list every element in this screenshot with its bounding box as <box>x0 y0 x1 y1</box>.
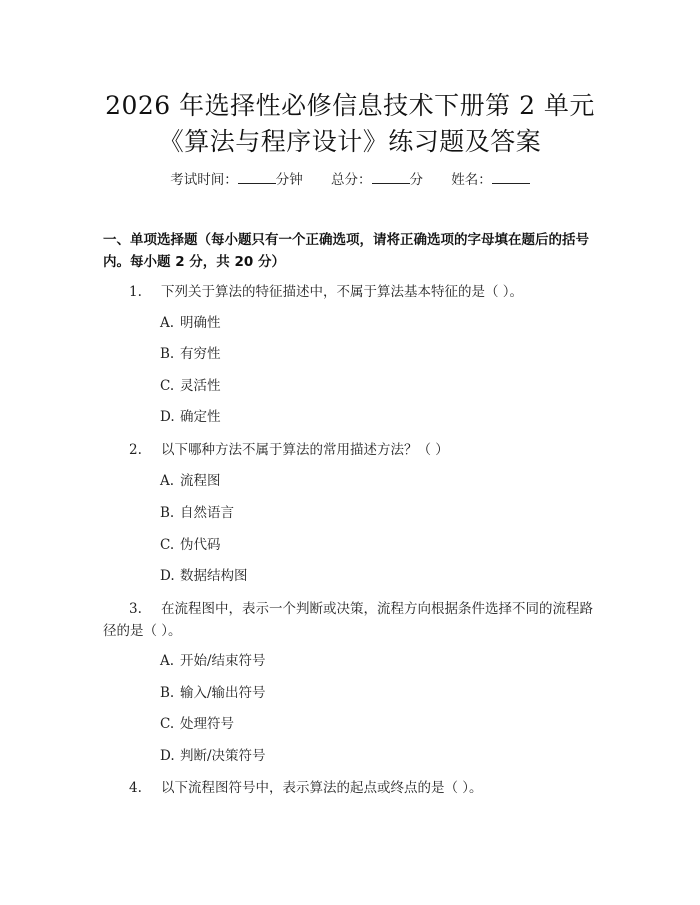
exam-score <box>331 172 423 188</box>
option-text: 伪代码 <box>180 537 221 553</box>
document-title-line-2: 《算法与程序设计》练习题及答案 <box>158 127 542 156</box>
section-heading: 一、单项选择题（每小题只有一个正确选项，请将正确选项的字母填在题后的括号内。每小题 2 分，共 20 分） <box>103 232 589 270</box>
option-text: 输入/输出符号 <box>180 685 266 701</box>
exam-time-unit: 分钟 <box>275 172 303 188</box>
option-text: 明确性 <box>180 315 221 331</box>
option-letter: A. <box>160 315 175 331</box>
exam-score-unit: 分 <box>409 172 423 188</box>
q3-option-a <box>160 651 266 671</box>
option-text: 开始/结束符号 <box>180 653 266 669</box>
exam-name-blank <box>492 171 530 184</box>
document-title-line-1: 2026 年选择性必修信息技术下册第 2 单元 <box>105 91 595 120</box>
exam-time-blank <box>238 171 276 184</box>
question-number: 3. <box>129 601 142 617</box>
option-letter: D. <box>160 568 175 584</box>
q3-option-d <box>160 746 266 766</box>
option-letter: C. <box>160 378 175 394</box>
option-text: 流程图 <box>180 473 221 489</box>
q1-option-a <box>160 313 221 333</box>
question-4 <box>103 777 603 799</box>
option-letter: B. <box>160 685 175 701</box>
option-letter: A. <box>160 653 175 669</box>
question-2 <box>103 439 603 461</box>
question-number: 1. <box>129 284 142 300</box>
option-text: 处理符号 <box>180 716 234 732</box>
exam-time <box>170 172 303 188</box>
option-text: 有穷性 <box>180 346 221 362</box>
option-letter: C. <box>160 537 175 553</box>
question-text: 下列关于算法的特征描述中，不属于算法基本特征的是（ ）。 <box>161 284 524 300</box>
q1-option-c <box>160 376 221 396</box>
option-letter: B. <box>160 505 175 521</box>
option-letter: A. <box>160 473 175 489</box>
q1-option-d <box>160 407 221 427</box>
question-number: 4. <box>129 780 142 796</box>
option-letter: D. <box>160 409 175 425</box>
exam-name <box>451 172 530 188</box>
question-number: 2. <box>129 442 142 458</box>
q3-option-b <box>160 683 266 703</box>
option-text: 判断/决策符号 <box>180 748 266 764</box>
q1-option-b <box>160 344 221 364</box>
option-letter: C. <box>160 716 175 732</box>
option-letter: D. <box>160 748 175 764</box>
question-text: 以下哪种方法不属于算法的常用描述方法？（ ） <box>161 442 449 458</box>
exam-name-label: 姓名： <box>451 172 492 188</box>
option-text: 确定性 <box>180 409 221 425</box>
option-text: 自然语言 <box>180 505 234 521</box>
q2-option-b <box>160 503 234 523</box>
exam-score-label: 总分： <box>331 172 372 188</box>
option-text: 灵活性 <box>180 378 221 394</box>
q2-option-c <box>160 535 221 555</box>
exam-info-row <box>0 168 700 188</box>
exam-time-label: 考试时间： <box>170 172 238 188</box>
q3-option-c <box>160 714 234 734</box>
question-text: 以下流程图符号中，表示算法的起点或终点的是（ ）。 <box>161 780 483 796</box>
question-3 <box>103 598 603 642</box>
q2-option-a <box>160 471 221 491</box>
question-text: 在流程图中，表示一个判断或决策，流程方向根据条件选择不同的流程路径的是（ ）。 <box>103 601 593 639</box>
exam-score-blank <box>372 171 410 184</box>
q2-option-d <box>160 566 248 586</box>
option-text: 数据结构图 <box>180 568 248 584</box>
question-1 <box>103 281 603 303</box>
option-letter: B. <box>160 346 175 362</box>
